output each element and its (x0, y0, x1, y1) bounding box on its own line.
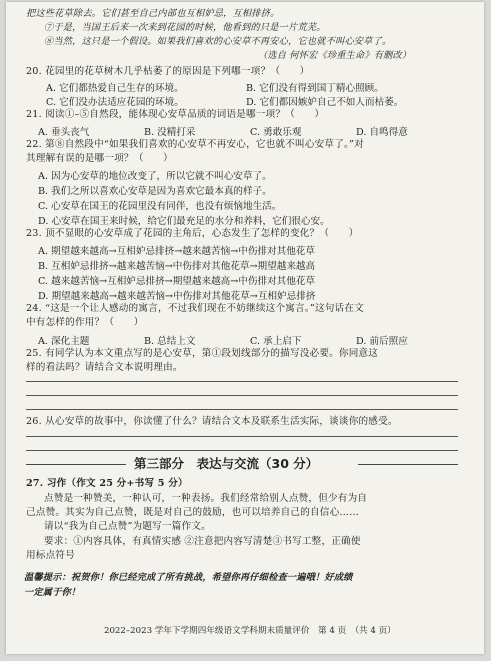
question-27-prompt-line-2: 己点赞。其实为自己点赞，既是对自己的鼓励，也可以培养自己的自信心…… (26, 507, 359, 518)
question-23-option-c: C. 越来越苦恼→互相妒忌排挤→期望越来越高→中伤排对其他花草 (38, 276, 316, 287)
question-27-requirements-cont: 用标点符号 (26, 550, 75, 561)
question-23-option-b: B. 互相妒忌排挤→越来越苦恼→中伤排对其他花草→期望越来越高 (38, 261, 316, 272)
passage-paragraph-8: ⑧当然，这只是一个假设。如果我们喜欢的心安草不再安心，它也就不叫心安草了。 (44, 36, 392, 47)
tip-line-2: 一定属于你！ (24, 587, 81, 598)
question-24-option-d: D. 前后照应 (356, 336, 408, 347)
page-footer: 2022–2023 学年下学期四年级语文学科期末质量评价 第 4 页 （共 4 页） (104, 626, 396, 636)
question-20-option-b: B. 它们没有得到国丁精心照顾。 (246, 83, 384, 94)
question-27-task: 请以“我为自己点赞”为题写一篇作文。 (44, 521, 211, 532)
section-divider-left (26, 464, 126, 465)
passage-paragraph-7: ⑦于是，当国王后来一次来到花园的时候，他看到的只是一片荒芜。 (44, 22, 326, 33)
answer-line[interactable] (26, 436, 458, 437)
question-21-option-c: C. 勇敢乐观 (250, 127, 302, 138)
question-27-prompt-line-1: 点赞是一种赞美，一种认可，一种表扬。我们经常给别人点赞，但少有为自 (44, 493, 368, 504)
question-21-stem: 21. 阅读①–⑤自然段，能体现心安草品质的词语是哪一项？（ ） (26, 109, 325, 120)
exam-page (6, 2, 484, 654)
question-23-option-d: D. 期望越来越高→越来越苦恼→中伤排对其他花草→互相妒忌排挤 (38, 291, 316, 302)
question-20-option-a: A. 它们都热爱自己生存的环境。 (46, 83, 184, 94)
question-24-stem-line-2: 中有怎样的作用？（ ） (26, 317, 144, 328)
question-25-stem-line-2: 样的看法吗？请结合文本说明理由。 (26, 362, 183, 373)
question-23-option-a: A. 期望越来越高→互相妒忌排挤→越来越苦恼→中伤排对其他花草 (38, 246, 315, 257)
question-21-option-a: A. 垂头丧气 (38, 127, 90, 138)
question-24-option-a: A. 深化主题 (38, 336, 90, 347)
question-24-option-b: B. 总结上文 (144, 336, 196, 347)
question-22-option-c: C. 心安草在国王的花园里没有同伴，也没有烦恼地生活。 (38, 201, 282, 212)
question-21-option-b: B. 没精打采 (144, 127, 196, 138)
question-22-stem-line-1: 22. 第⑧自然段中“如果我们喜欢的心安草不再安心，它也就不叫心安草了。”对 (26, 139, 364, 150)
question-20-stem: 20. 花园里的花草树木几乎枯萎了的原因是下列哪一项？（ ） (26, 66, 310, 77)
section-divider-right (358, 464, 458, 465)
question-22-option-b: B. 我们之所以喜欢心安草是因为喜欢它最本真的样子。 (38, 186, 272, 197)
passage-source: （选自 何怀宏《珍重生命》有删改） (258, 50, 412, 61)
section-3-title: 第三部分 表达与交流（30 分） (134, 456, 319, 471)
answer-line[interactable] (26, 409, 458, 410)
answer-line[interactable] (26, 381, 458, 382)
answer-line[interactable] (26, 450, 458, 451)
question-22-option-a: A. 因为心安草的地位改变了，所以它就不叫心安草了。 (38, 171, 272, 182)
question-20-option-c: C. 它们没办法适应花园的环境。 (46, 97, 184, 108)
question-21-option-d: D. 自鸣得意 (356, 127, 408, 138)
answer-line[interactable] (26, 395, 458, 396)
question-22-stem-line-2: 其理解有误的是哪一项？（ ） (26, 153, 173, 164)
question-23-stem: 23. 顶不显眼的心安草成了花园的主角后，心态发生了怎样的变化？（ ） (26, 228, 359, 239)
question-20-option-d: D. 它们都因嫉妒自己不如人而枯萎。 (246, 97, 404, 108)
question-24-option-c: C. 承上启下 (250, 336, 302, 347)
question-25-stem-line-1: 25. 有同学认为本文重点写的是心安草，第①段划线部分的描写没必要。你同意这 (26, 348, 379, 359)
tip-line-1: 温馨提示：祝贺你！你已经完成了所有挑战，希望你再仔细检查一遍哦！好成绩 (24, 572, 353, 583)
question-24-stem-line-1: 24. “这是一个让人感动的寓言，不过我们现在不妨继续这个寓言。”这句话在文 (26, 303, 364, 314)
question-22-option-d: D. 心安草在国王来时候，给它们最充足的水分和养料，它们很心安。 (38, 216, 330, 227)
question-27-heading: 27. 习作（作文 25 分+书写 5 分） (26, 478, 188, 489)
passage-line: 把这些花草除去。它们甚至自己内部也互相妒忌，互相排挤。 (26, 8, 280, 19)
question-26-stem: 26. 从心安草的故事中，你读懂了什么？请结合文本及联系生活实际，谈谈你的感受。 (26, 416, 398, 427)
question-27-requirements: 要求：①内容具体，有真情实感 ②注意把内容写清楚③书写工整，正确使 (44, 536, 361, 547)
